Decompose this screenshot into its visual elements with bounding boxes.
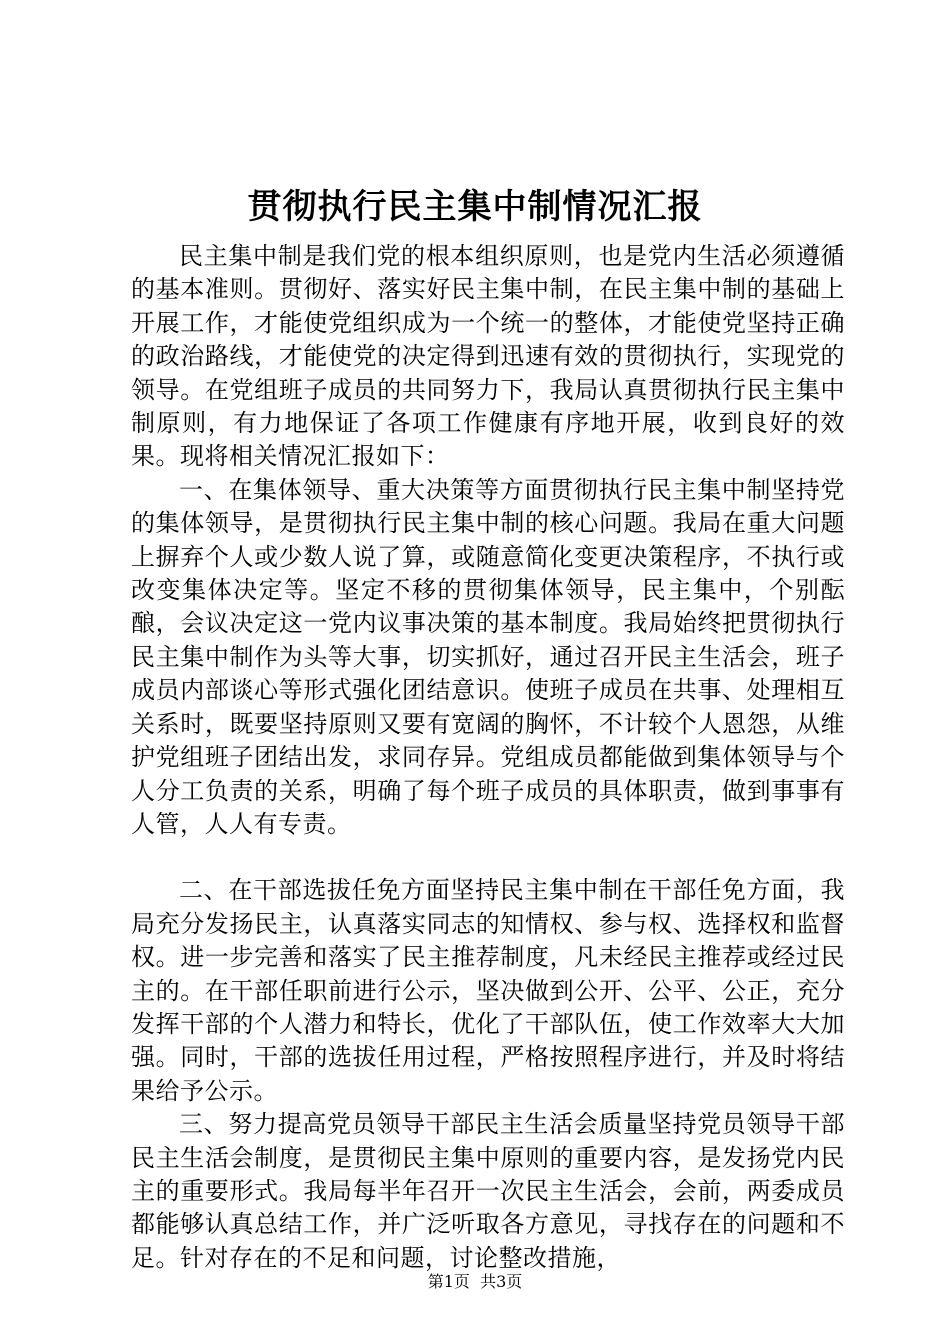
page-number: 第1页: [427, 1272, 470, 1291]
page-footer: [0, 1270, 950, 1294]
paragraph-section-2: 二、在干部选拔任免方面坚持民主集中制在干部任免方面，我局充分发扬民主，认真落实同志的知情权、参与权、选择权和监督权。进一步完善和落实了民主推荐制度，凡未经民主推荐或经过民主的。在干部任职前进行公示，坚决做到公开、公平、公正，充分发挥干部的个人潜力和特长，优化了干部队伍，使工作效率大大加强。同时，干部的选拔任用过程，严格按照程序进行，并及时将结果给予公示。: [131, 876, 845, 1105]
paragraph-section-3: 三、努力提高党员领导干部民主生活会质量坚持党员领导干部民主生活会制度，是贯彻民主集中原则的重要内容，是发扬党内民主的重要形式。我局每半年召开一次民主生活会，会前，两委成员都能够认真总结工作，并广泛听取各方意见，寻找存在的问题和不足。针对存在的不足和问题，讨论整改措施，: [131, 1110, 845, 1272]
paragraph-intro: 民主集中制是我们党的根本组织原则，也是党内生活必须遵循的基本准则。贯彻好、落实好民主集中制，在民主集中制的基础上开展工作，才能使党组织成为一个统一的整体，才能使党坚持正确的政治路线，才能使党的决定得到迅速有效的贯彻执行，实现党的领导。在党组班子成员的共同努力下，我局认真贯彻执行民主集中制原则，有力地保证了各项工作健康有序地开展，收到良好的效果。现将相关情况汇报如下：: [131, 242, 845, 471]
page-total: 共3页: [480, 1272, 523, 1291]
document-title: 贯彻执行民主集中制情况汇报: [247, 187, 703, 227]
document-body: [131, 240, 845, 1275]
paragraph-section-1: 一、在集体领导、重大决策等方面贯彻执行民主集中制坚持党的集体领导，是贯彻执行民主集中制的核心问题。我局在重大问题上摒弃个人或少数人说了算，或随意简化变更决策程序，不执行或改变集体决定等。坚定不移的贯彻集体领导，民主集中，个别酝酿，会议决定这一党内议事决策的基本制度。我局始终把贯彻执行民主集中制作为头等大事，切实抓好，通过召开民主生活会，班子成员内部谈心等形式强化团结意识。使班子成员在共事、处理相互关系时，既要坚持原则又要有宽阔的胸怀，不计较个人恩怨，从维护党组班子团结出发，求同存异。党组成员都能做到集体领导与个人分工负责的关系，明确了每个班子成员的具体职责，做到事事有人管，人人有专责。: [131, 475, 845, 838]
